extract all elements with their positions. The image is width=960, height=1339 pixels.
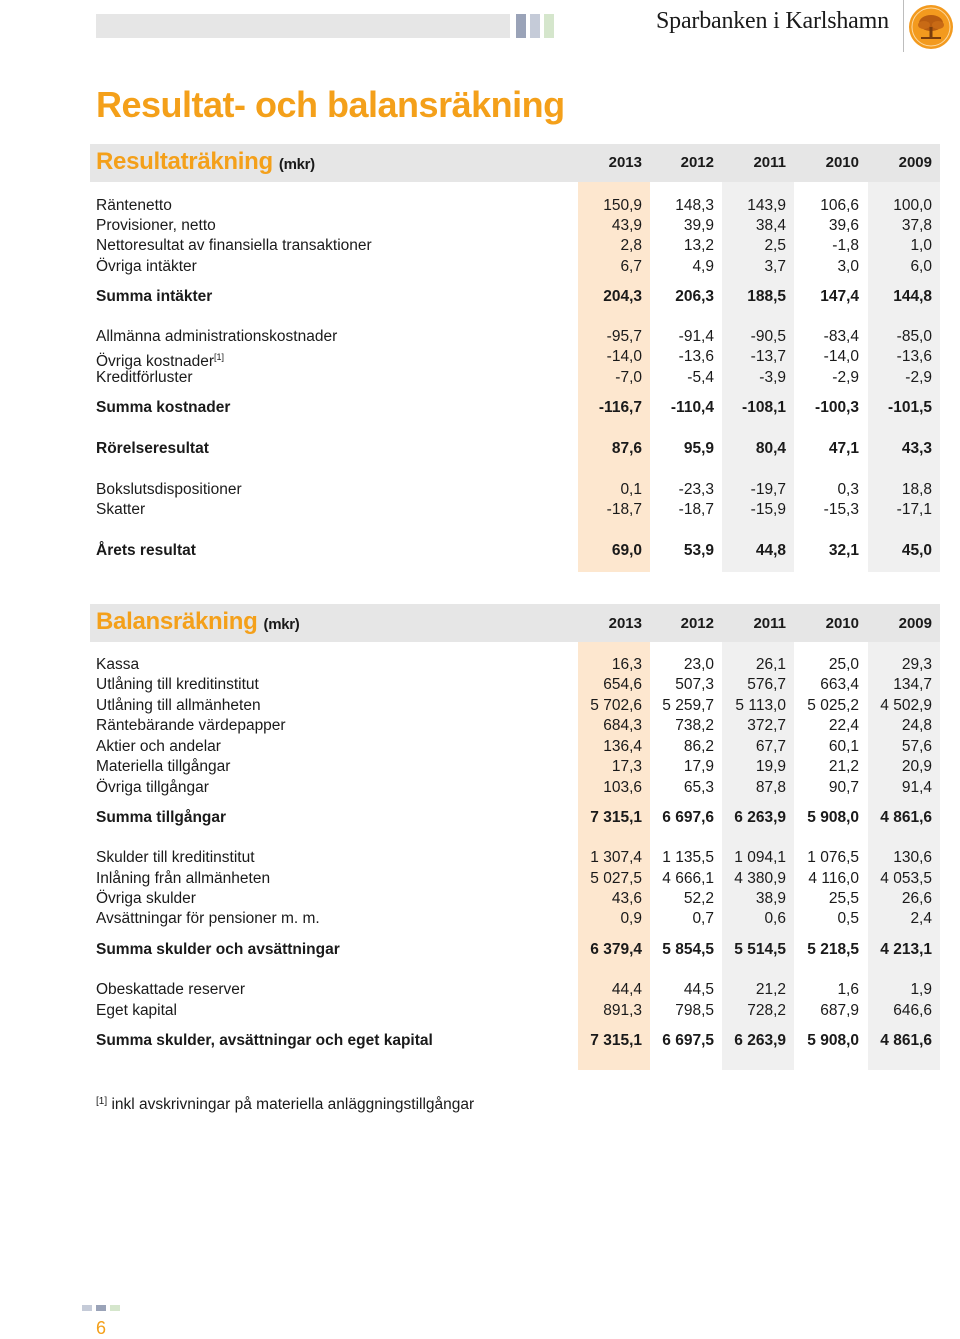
value-2011: 21,2 [755, 981, 786, 998]
value-2009: 4 213,1 [880, 941, 932, 958]
row-label [96, 757, 230, 777]
row-label-text: Övriga skulder [96, 890, 196, 907]
value-2011: 188,5 [747, 288, 786, 305]
value-2009: 1,9 [910, 981, 932, 998]
row-label [96, 1031, 433, 1051]
table-row-rantebarande-vardepapper [96, 716, 940, 736]
value-2010: 5 908,0 [807, 1032, 859, 1049]
row-label-text: Skatter [96, 501, 146, 518]
value-2010: 3,0 [837, 258, 859, 275]
row-label-text: Bokslutsdispositioner [96, 481, 242, 498]
value-2011: 26,1 [755, 656, 786, 673]
row-label-text: Provisioner, netto [96, 217, 216, 234]
value-2012: 17,9 [683, 758, 714, 775]
value-2009: -101,5 [888, 399, 932, 416]
value-2010: -2,9 [832, 369, 859, 386]
value-2010: 39,6 [828, 217, 859, 234]
value-2010: 25,5 [828, 890, 859, 907]
row-label-text: Aktier och andelar [96, 738, 221, 755]
table-row-summa-intakter [96, 287, 940, 307]
value-2012: 95,9 [683, 440, 714, 457]
table-row-ovriga-intakter [96, 257, 940, 277]
value-2010: 0,3 [837, 481, 859, 498]
table-row-summa-kostnader [96, 398, 940, 418]
table-row-skulder-till-kreditinstitut [96, 848, 940, 868]
value-2013: 17,3 [611, 758, 642, 775]
value-2009: 134,7 [893, 676, 932, 693]
table-row-summa-tillgangar [96, 808, 940, 828]
row-label-text: Övriga intäkter [96, 258, 197, 275]
value-2011: 5 113,0 [735, 697, 786, 714]
value-2010: 1 076,5 [807, 849, 859, 866]
value-2013: 44,4 [611, 981, 642, 998]
value-2013: 5 702,6 [590, 697, 642, 714]
row-label-text: Eget kapital [96, 1002, 177, 1019]
value-2010: 1,6 [837, 981, 859, 998]
income-unit: (mkr) [278, 156, 315, 173]
value-2010: 90,7 [828, 779, 859, 796]
value-2010: -14,0 [823, 348, 859, 365]
value-2012: 798,5 [675, 1002, 714, 1019]
value-2009: 20,9 [901, 758, 932, 775]
value-2009: 130,6 [893, 849, 932, 866]
income-year-2009: 2009 [898, 154, 932, 171]
table-row-summa-skulder-avsattningar-och-eget-kapital [96, 1031, 940, 1051]
row-label [96, 869, 270, 889]
value-2013: 5 027,5 [590, 870, 642, 887]
row-label-text: Summa tillgångar [96, 809, 227, 826]
table-row-ovriga-tillgangar [96, 778, 940, 798]
value-2011: -15,9 [750, 501, 786, 518]
table-row-ovriga-skulder [96, 889, 940, 909]
value-2012: 53,9 [683, 542, 714, 559]
value-2009: 57,6 [901, 738, 932, 755]
row-label-text: Materiella tillgångar [96, 758, 231, 775]
value-2012: 4,9 [692, 258, 714, 275]
value-2010: 5 218,5 [807, 941, 859, 958]
footer-square [110, 1305, 120, 1311]
value-2012: 5 259,7 [662, 697, 714, 714]
value-2010: 32,1 [828, 542, 859, 559]
value-2009: -2,9 [905, 369, 932, 386]
value-2012: -5,4 [687, 369, 714, 386]
value-2012: -110,4 [670, 399, 714, 416]
row-label [96, 541, 196, 561]
row-label-text: Kreditförluster [96, 369, 193, 386]
value-2009: 6,0 [910, 258, 932, 275]
row-label [96, 236, 372, 256]
value-2009: 91,4 [901, 779, 932, 796]
value-2009: -17,1 [896, 501, 932, 518]
row-label-text: Rörelseresultat [96, 440, 209, 457]
value-2013: 684,3 [603, 717, 642, 734]
value-2012: -23,3 [678, 481, 714, 498]
row-label-text: Kassa [96, 656, 140, 673]
row-label-text: Nettoresultat av finansiella transaktioner [96, 237, 372, 254]
value-2012: 52,2 [683, 890, 714, 907]
table-row-rantenetto [96, 196, 940, 216]
value-2011: 67,7 [755, 738, 786, 755]
value-2011: 19,9 [755, 758, 786, 775]
value-2010: -1,8 [832, 237, 859, 254]
row-label [96, 1001, 177, 1021]
row-label-text: Summa intäkter [96, 288, 213, 305]
value-2009: 100,0 [893, 197, 932, 214]
value-2009: 37,8 [901, 217, 932, 234]
value-2011: 80,4 [755, 440, 786, 457]
value-2011: 1 094,1 [734, 849, 786, 866]
table-row-obeskattade-reserver [96, 980, 940, 1000]
value-2012: 44,5 [683, 981, 714, 998]
value-2011: 38,9 [755, 890, 786, 907]
value-2012: 738,2 [675, 717, 714, 734]
row-label [96, 980, 245, 1000]
row-label [96, 368, 192, 388]
value-2009: 4 502,9 [880, 697, 932, 714]
value-2013: -116,7 [598, 399, 642, 416]
row-label [96, 439, 209, 459]
income-year-2012: 2012 [680, 154, 714, 171]
value-2012: 0,7 [692, 910, 714, 927]
table-row-provisioner-netto [96, 216, 940, 236]
value-2011: 143,9 [747, 197, 786, 214]
value-2011: 44,8 [755, 542, 786, 559]
value-2009: 144,8 [893, 288, 932, 305]
value-2013: -18,7 [606, 501, 642, 518]
table-row-materiella-tillgangar [96, 757, 940, 777]
value-2011: 0,6 [764, 910, 786, 927]
value-2013: 150,9 [603, 197, 642, 214]
value-2012: 4 666,1 [662, 870, 714, 887]
value-2009: 4 861,6 [880, 1032, 932, 1049]
row-label [96, 196, 172, 216]
value-2012: 86,2 [683, 738, 714, 755]
value-2009: 646,6 [893, 1002, 932, 1019]
row-label-text: Summa skulder och avsättningar [96, 941, 340, 958]
value-2009: 29,3 [901, 656, 932, 673]
row-label-text: Avsättningar för pensioner m. m. [96, 910, 320, 927]
row-label [96, 287, 212, 307]
header-square-green [544, 14, 554, 38]
income-year-2013: 2013 [608, 154, 642, 171]
row-label-text: Summa skulder, avsättningar och eget kapital [96, 1032, 433, 1049]
value-2010: 4 116,0 [808, 870, 859, 887]
row-label-text: Utlåning till allmänheten [96, 697, 261, 714]
row-label [96, 940, 340, 960]
row-label-text: Räntebärande värdepapper [96, 717, 286, 734]
value-2009: 4 861,6 [880, 809, 932, 826]
row-label [96, 480, 242, 500]
table-row-summa-skulder-och-avsattningar [96, 940, 940, 960]
value-2010: 25,0 [828, 656, 859, 673]
value-2011: 576,7 [747, 676, 786, 693]
value-2013: 87,6 [611, 440, 642, 457]
value-2011: -19,7 [750, 481, 786, 498]
row-label [96, 737, 221, 757]
value-2010: 47,1 [828, 440, 859, 457]
value-2009: 18,8 [901, 481, 932, 498]
value-2012: 1 135,5 [662, 849, 714, 866]
value-2010: -100,3 [815, 399, 859, 416]
value-2010: -83,4 [823, 328, 859, 345]
row-label [96, 716, 286, 736]
value-2011: 6 263,9 [734, 809, 786, 826]
value-2013: 16,3 [611, 656, 642, 673]
value-2010: 5 025,2 [807, 697, 859, 714]
table-row-eget-kapital [96, 1001, 940, 1021]
value-2011: -13,7 [750, 348, 786, 365]
value-2012: 39,9 [683, 217, 714, 234]
value-2011: 372,7 [747, 717, 786, 734]
table-row-aktier-och-andelar [96, 737, 940, 757]
table-row-skatter [96, 500, 940, 520]
value-2013: 891,3 [603, 1002, 642, 1019]
balance-year-2013: 2013 [608, 615, 642, 632]
value-2010: 22,4 [828, 717, 859, 734]
value-2011: -3,9 [759, 369, 786, 386]
balance-year-2012: 2012 [680, 615, 714, 632]
value-2010: 21,2 [828, 758, 859, 775]
value-2010: 147,4 [820, 288, 859, 305]
value-2011: 5 514,5 [734, 941, 786, 958]
row-label [96, 889, 196, 909]
row-label-text: Obeskattade reserver [96, 981, 246, 998]
value-2011: 6 263,9 [734, 1032, 786, 1049]
row-label-text: Utlåning till kreditinstitut [96, 676, 259, 693]
table-row-kassa [96, 655, 940, 675]
row-label [96, 675, 259, 695]
value-2009: 45,0 [901, 542, 932, 559]
row-label [96, 696, 261, 716]
value-2010: -15,3 [823, 501, 859, 518]
value-2009: -85,0 [896, 328, 932, 345]
value-2011: -90,5 [750, 328, 786, 345]
balance-year-2011: 2011 [753, 615, 786, 632]
row-label-text: Årets resultat [96, 542, 196, 559]
row-label [96, 909, 320, 929]
value-2013: 6,7 [620, 258, 642, 275]
value-2011: -108,1 [742, 399, 786, 416]
brand-divider [903, 0, 904, 52]
value-2013: 1 307,4 [590, 849, 642, 866]
value-2013: 654,6 [603, 676, 642, 693]
value-2013: -14,0 [606, 348, 642, 365]
header-bar [96, 14, 510, 38]
balance-unit: (mkr) [263, 616, 300, 633]
value-2010: 0,5 [837, 910, 859, 927]
page-title: Resultat- och balansräkning [96, 84, 565, 125]
value-2013: 6 379,4 [590, 941, 642, 958]
value-2012: 6 697,5 [662, 1032, 714, 1049]
table-row-allmanna-administrationskostnader [96, 327, 940, 347]
value-2013: 69,0 [611, 542, 642, 559]
income-year-2010: 2010 [825, 154, 859, 171]
value-2009: 43,3 [901, 440, 932, 457]
table-row-bokslutsdispositioner [96, 480, 940, 500]
value-2012: 148,3 [675, 197, 714, 214]
value-2012: 23,0 [683, 656, 714, 673]
value-2012: -13,6 [678, 348, 714, 365]
value-2013: 103,6 [603, 779, 642, 796]
value-2013: 204,3 [603, 288, 642, 305]
row-label [96, 327, 337, 347]
value-2013: 7 315,1 [590, 1032, 642, 1049]
value-2013: 2,8 [620, 237, 642, 254]
value-2013: 43,6 [611, 890, 642, 907]
page-number: 6 [96, 1318, 107, 1338]
row-label-text: Inlåning från allmänheten [96, 870, 271, 887]
value-2012: 6 697,6 [662, 809, 714, 826]
row-label [96, 655, 139, 675]
brand-name: Sparbanken i Karlshamn [656, 8, 889, 34]
income-year-2011: 2011 [753, 154, 786, 171]
value-2011: 38,4 [755, 217, 786, 234]
row-label-text: Summa kostnader [96, 399, 231, 416]
row-label-text: Allmänna administrationskostnader [96, 328, 338, 345]
row-label-text: Skulder till kreditinstitut [96, 849, 255, 866]
value-2012: -91,4 [678, 328, 714, 345]
row-label [96, 398, 230, 418]
footer-square [96, 1305, 106, 1311]
balance-year-2010: 2010 [825, 615, 859, 632]
row-label [96, 257, 197, 277]
value-2010: 663,4 [820, 676, 859, 693]
value-2010: 106,6 [820, 197, 859, 214]
balance-title: Balansräkning (mkr) [96, 608, 300, 635]
table-row-utlaning-till-kreditinstitut [96, 675, 940, 695]
table-row-avsattningar-for-pensioner-m-m [96, 909, 940, 929]
table-row-utlaning-till-allmanheten [96, 696, 940, 716]
value-2013: 0,9 [620, 910, 642, 927]
value-2012: 13,2 [683, 237, 714, 254]
table-row-arets-resultat [96, 541, 940, 561]
value-2012: 5 854,5 [662, 941, 714, 958]
value-2013: -95,7 [606, 328, 642, 345]
value-2013: 43,9 [611, 217, 642, 234]
value-2012: 507,3 [675, 676, 714, 693]
footer-square [82, 1305, 92, 1311]
value-2011: 4 380,9 [734, 870, 786, 887]
value-2012: 206,3 [675, 288, 714, 305]
row-label [96, 500, 145, 520]
footnote [96, 1096, 474, 1114]
value-2009: -13,6 [896, 348, 932, 365]
value-2009: 4 053,5 [880, 870, 932, 887]
row-label [96, 778, 209, 798]
table-row-kreditforluster [96, 368, 940, 388]
table-row-rorelseresultat [96, 439, 940, 459]
table-row-nettoresultat-av-finansiella-transaktioner [96, 236, 940, 256]
row-label-text: Övriga kostnader [96, 353, 215, 370]
row-label [96, 848, 255, 868]
header-square-blue [516, 14, 526, 38]
table-row-ovriga-kostnader [96, 347, 940, 370]
value-2012: -18,7 [678, 501, 714, 518]
value-2010: 5 908,0 [807, 809, 859, 826]
row-label [96, 216, 216, 236]
row-label [96, 808, 226, 828]
value-2011: 2,5 [764, 237, 786, 254]
value-2012: 65,3 [683, 779, 714, 796]
value-2011: 3,7 [764, 258, 786, 275]
balance-year-2009: 2009 [898, 615, 932, 632]
value-2013: -7,0 [615, 369, 642, 386]
footnote-marker: [1] [96, 1096, 108, 1107]
income-title: Resultaträkning (mkr) [96, 148, 315, 175]
row-label-text: Övriga tillgångar [96, 779, 209, 796]
value-2013: 0,1 [620, 481, 642, 498]
value-2013: 7 315,1 [590, 809, 642, 826]
footnote-text: inkl avskrivningar på materiella anläggningstillgångar [111, 1096, 475, 1113]
footnote-ref: [1] [214, 352, 225, 362]
tree-logo-icon [908, 4, 954, 50]
row-label-text: Räntenetto [96, 197, 172, 214]
value-2009: 1,0 [910, 237, 932, 254]
value-2009: 26,6 [901, 890, 932, 907]
value-2010: 60,1 [828, 738, 859, 755]
value-2010: 687,9 [820, 1002, 859, 1019]
value-2009: 24,8 [901, 717, 932, 734]
table-row-inlaning-fran-allmanheten [96, 869, 940, 889]
header-square-lightblue [530, 14, 540, 38]
value-2013: 136,4 [603, 738, 642, 755]
value-2011: 728,2 [747, 1002, 786, 1019]
value-2009: 2,4 [910, 910, 932, 927]
value-2011: 87,8 [755, 779, 786, 796]
